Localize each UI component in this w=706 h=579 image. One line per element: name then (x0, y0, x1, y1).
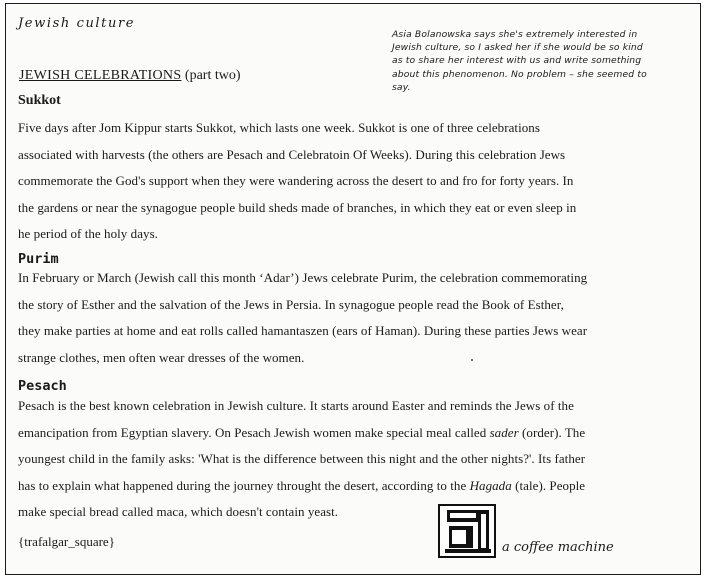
paragraph-pesach (18, 393, 692, 526)
heading-sukkot: Sukkot (18, 93, 61, 108)
newsletter-page (5, 3, 701, 575)
text-line: he period of the holy days. (18, 226, 158, 241)
illustration-caption: a coffee machine (502, 540, 614, 555)
text-line: commemorate the God's support when they were wandering across the desert to and fro for forty years. In (18, 173, 574, 188)
italic-term: Hagada (469, 477, 512, 493)
stray-dot (471, 359, 473, 361)
text-run: emancipation from Egyptian slavery. On Pesach Jewish women make special meal called (18, 424, 490, 440)
text-run: has to explain what happened during the journey throught the desert, according to the (18, 477, 470, 493)
article-title (19, 68, 241, 84)
note-line: Asia Bolanowska says she's extremely interested in (392, 29, 638, 40)
text-line (18, 473, 692, 500)
note-line: say. (392, 81, 411, 93)
text-line: In February or March (Jewish call this month ‘Adar’) Jews celebrate Purim, the celebration commemorating (18, 270, 588, 285)
italic-term: sader (489, 424, 519, 440)
heading-pesach: Pesach (18, 378, 67, 394)
text-line: the gardens or near the synagogue people build sheds made of branches, in which they eat or even sleep in (18, 199, 577, 215)
note-line: as to share her interest with us and write something (392, 55, 642, 67)
title-sub: (part two) (181, 68, 241, 83)
paragraph-sukkot (18, 115, 692, 248)
text-line: they make parties at home and eat rolls called hamantaszen (ears of Haman). During these parties Jews wear (18, 323, 588, 338)
author-signature: {trafalgar_square} (18, 534, 115, 549)
coffee-machine-icon (438, 504, 496, 558)
text-run: (order). The (518, 424, 586, 440)
paragraph-purim (18, 265, 692, 371)
editor-note (392, 28, 682, 94)
text-line (18, 420, 692, 447)
text-line: Five days after Jom Kippur starts Sukkot, which lasts one week. Sukkot is one of three celebrations (18, 120, 540, 135)
text-line: strange clothes, men often wear dresses of the women. (18, 349, 305, 365)
note-line: about this phenomenon. No problem – she seemed to (392, 68, 647, 80)
text-line: associated with harvests (the others are Pesach and Celebratoin Of Weeks). During this celebration Jews (18, 146, 566, 162)
section-header: Jewish culture (18, 16, 136, 31)
text-run: (tale). People (511, 477, 586, 493)
text-line: Pesach is the best known celebration in Jewish culture. It starts around Easter and reminds the Jews of the (18, 398, 574, 413)
note-line: Jewish culture, so I asked her if she would be so kind (392, 42, 643, 54)
heading-purim: Purim (18, 251, 59, 267)
text-line: youngest child in the family asks: 'What is the difference between this night and the other nights?'. Its father (18, 451, 586, 466)
text-line: make special bread called maca, which doesn't contain yeast. (18, 504, 339, 519)
title-main: JEWISH CELEBRATIONS (19, 68, 182, 83)
text-line: the story of Esther and the salvation of the Jews in Persia. In synagogue people read the Book of Esther, (18, 296, 564, 312)
